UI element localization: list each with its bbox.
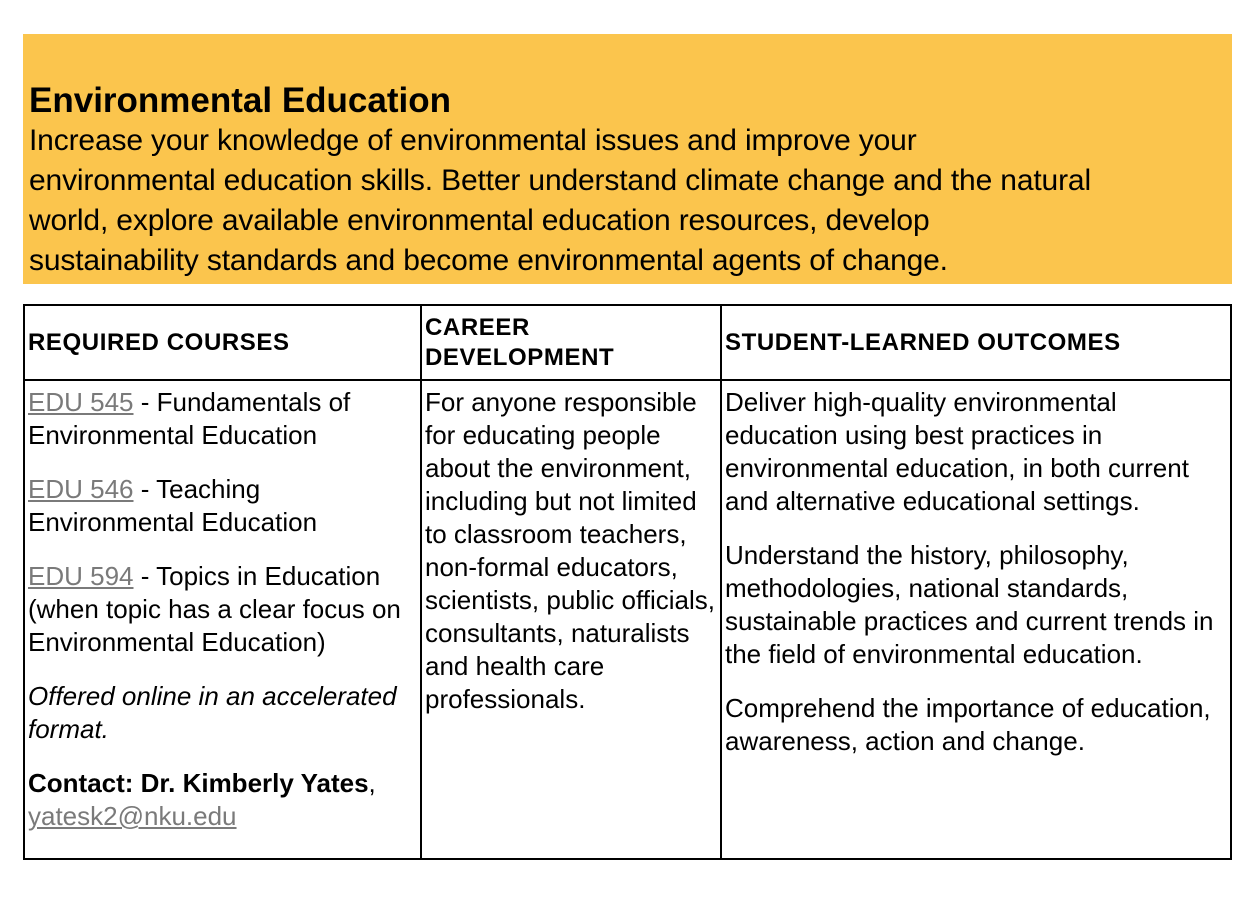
student-outcomes-cell (721, 380, 1231, 859)
table-header-row (24, 305, 1231, 380)
contact-email-link[interactable]: yatesk2@nku.edu (28, 801, 237, 831)
contact-name: Contact: Dr. Kimberly Yates (28, 768, 369, 798)
program-details-table (23, 304, 1232, 860)
career-text: For anyone responsible for educating people about the environment, including but not limited to classroom teachers, non-formal educators, scientists, public officials, consultants, naturalists and health care professionals. (425, 387, 715, 714)
header-required-courses: REQUIRED COURSES (24, 305, 421, 380)
header-career-line: DEVELOPMENT (425, 343, 615, 371)
course-item (28, 560, 417, 659)
course-item (28, 473, 417, 539)
course-item (28, 386, 417, 452)
header-career-development (421, 305, 721, 380)
course-link-edu-594[interactable]: EDU 594 (28, 561, 134, 591)
delivery-note: Offered online in an accelerated format. (28, 681, 397, 744)
table-row (24, 380, 1231, 859)
contact-info (28, 767, 417, 833)
outcome-item: Comprehend the importance of education, awareness, action and change. (725, 693, 1211, 756)
description-line: world, explore available environmental education resources, develop (29, 204, 930, 237)
program-description (29, 121, 1226, 281)
program-title: Environmental Education (29, 81, 451, 120)
course-title: - Teaching Environmental Education (28, 474, 318, 537)
course-title: - Fundamentals of Environmental Education (28, 387, 351, 450)
contact-separator: , (368, 768, 376, 798)
career-development-cell (421, 380, 721, 859)
header-student-outcomes: STUDENT-LEARNED OUTCOMES (721, 305, 1231, 380)
header-career-line: CAREER (425, 313, 530, 341)
description-line: environmental education skills. Better understand climate change and the natural (29, 164, 1091, 197)
description-line: Increase your knowledge of environmental issues and improve your (29, 124, 917, 157)
course-link-edu-546[interactable]: EDU 546 (28, 474, 134, 504)
description-line: sustainability standards and become environmental agents of change. (29, 244, 948, 277)
required-courses-cell (24, 380, 421, 859)
outcome-item: Understand the history, philosophy, methodologies, national standards, sustainable practices and current trends in the field of environmental education. (725, 540, 1214, 669)
course-link-edu-545[interactable]: EDU 545 (28, 387, 134, 417)
program-banner (23, 34, 1232, 284)
course-title: - Topics in Education (when topic has a clear focus on Environmental Education) (28, 561, 401, 657)
outcome-item: Deliver high-quality environmental education using best practices in environmental education, in both current and alternative educational settings. (725, 387, 1189, 516)
